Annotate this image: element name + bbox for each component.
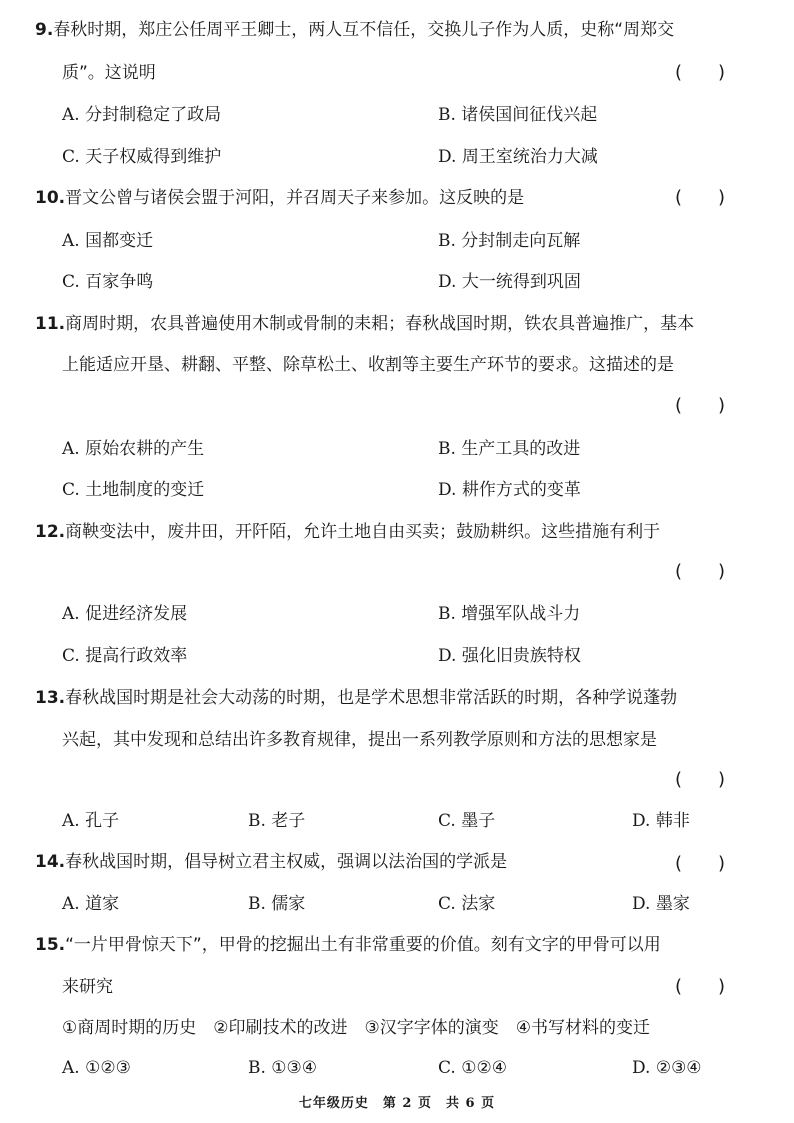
page-footer: 七年级历史 第 2 页 共 6 页 (298, 1096, 496, 1111)
option-d: D. 耕作方式的变革 (438, 480, 581, 500)
option-d: D. 周王室统治力大减 (438, 147, 598, 167)
option-d: D. 墨家 (632, 894, 690, 914)
question-13-stem-cont: 兴起，其中发现和总结出许多教育规律，提出一系列教学原则和方法的思想家是 (62, 730, 657, 750)
answer-blank: ( ) (675, 395, 726, 416)
question-9-stem (35, 18, 674, 42)
question-11-stem-cont: 上能适应开垦、耕翻、平整、除草松土、收割等主要生产环节的要求。这描述的是 (62, 355, 674, 375)
option-b: B. 儒家 (248, 894, 306, 914)
option-c: C. 土地制度的变迁 (62, 480, 205, 500)
option-d: D. 强化旧贵族特权 (438, 646, 581, 666)
question-9-stem-cont: 质”。这说明 (62, 63, 156, 83)
question-10-stem (35, 186, 524, 210)
question-text: 春秋时期，郑庄公任周平王卿士，两人互不信任，交换儿子作为人质，史称“周郑交 (53, 20, 675, 40)
option-a: A. 道家 (62, 894, 120, 914)
question-text: 晋文公曾与诸侯会盟于河阳，并召周天子来参加。这反映的是 (65, 188, 525, 208)
question-14-stem (35, 850, 507, 874)
question-13-stem (35, 686, 677, 710)
option-a: A. 孔子 (62, 811, 120, 831)
answer-blank: ( ) (675, 561, 726, 582)
question-number: 12. (35, 522, 66, 542)
question-number: 13. (35, 688, 66, 708)
question-text: 商鞅变法中，废井田，开阡陌，允许土地自由买卖；鼓励耕织。这些措施有利于 (65, 522, 661, 542)
option-b: B. ①③④ (248, 1058, 318, 1078)
question-text: 商周时期，农具普遍使用木制或骨制的耒耜；春秋战国时期，铁农具普遍推广，基本 (65, 314, 695, 334)
question-11-stem (35, 312, 694, 336)
option-b: B. 增强军队战斗力 (438, 604, 581, 624)
question-number: 9. (35, 20, 54, 40)
answer-blank: ( ) (675, 853, 726, 874)
question-12-stem (35, 520, 660, 544)
question-text: “一片甲骨惊天下”，甲骨的挖掘出土有非常重要的价值。刻有文字的甲骨可以用 (65, 935, 661, 955)
option-b: B. 分封制走向瓦解 (438, 231, 581, 251)
option-d: D. 韩非 (632, 811, 690, 831)
option-c: C. 百家争鸣 (62, 272, 154, 292)
option-b: B. 生产工具的改进 (438, 439, 581, 459)
question-text: 春秋战国时期，倡导树立君主权威，强调以法治国的学派是 (65, 852, 508, 872)
option-a: A. 促进经济发展 (62, 604, 188, 624)
question-number: 10. (35, 188, 66, 208)
option-a: A. 国都变迁 (62, 231, 154, 251)
question-number: 15. (35, 935, 66, 955)
question-number: 14. (35, 852, 66, 872)
answer-blank: ( ) (675, 187, 726, 208)
answer-blank: ( ) (675, 769, 726, 790)
option-c: C. 墨子 (438, 811, 496, 831)
option-a: A. 分封制稳定了政局 (62, 105, 222, 125)
answer-blank: ( ) (675, 62, 726, 83)
question-number: 11. (35, 314, 66, 334)
question-15-stem-cont: 来研究 (62, 977, 113, 997)
option-d: D. 大一统得到巩固 (438, 272, 581, 292)
option-c: C. 天子权威得到维护 (62, 147, 222, 167)
option-c: C. 法家 (438, 894, 496, 914)
option-d: D. ②③④ (632, 1058, 702, 1078)
option-c: C. ①②④ (438, 1058, 507, 1078)
option-b: B. 老子 (248, 811, 306, 831)
question-text: 春秋战国时期是社会大动荡的时期，也是学术思想非常活跃的时期，各种学说蓬勃 (65, 688, 678, 708)
answer-blank: ( ) (675, 976, 726, 997)
option-a: A. 原始农耕的产生 (62, 439, 205, 459)
question-15-stem (35, 933, 661, 957)
option-b: B. 诸侯国间征伐兴起 (438, 105, 598, 125)
option-c: C. 提高行政效率 (62, 646, 188, 666)
option-a: A. ①②③ (62, 1058, 131, 1078)
question-15-items: ①商周时期的历史 ②印刷技术的改进 ③汉字字体的演变 ④书写材料的变迁 (62, 1018, 650, 1038)
